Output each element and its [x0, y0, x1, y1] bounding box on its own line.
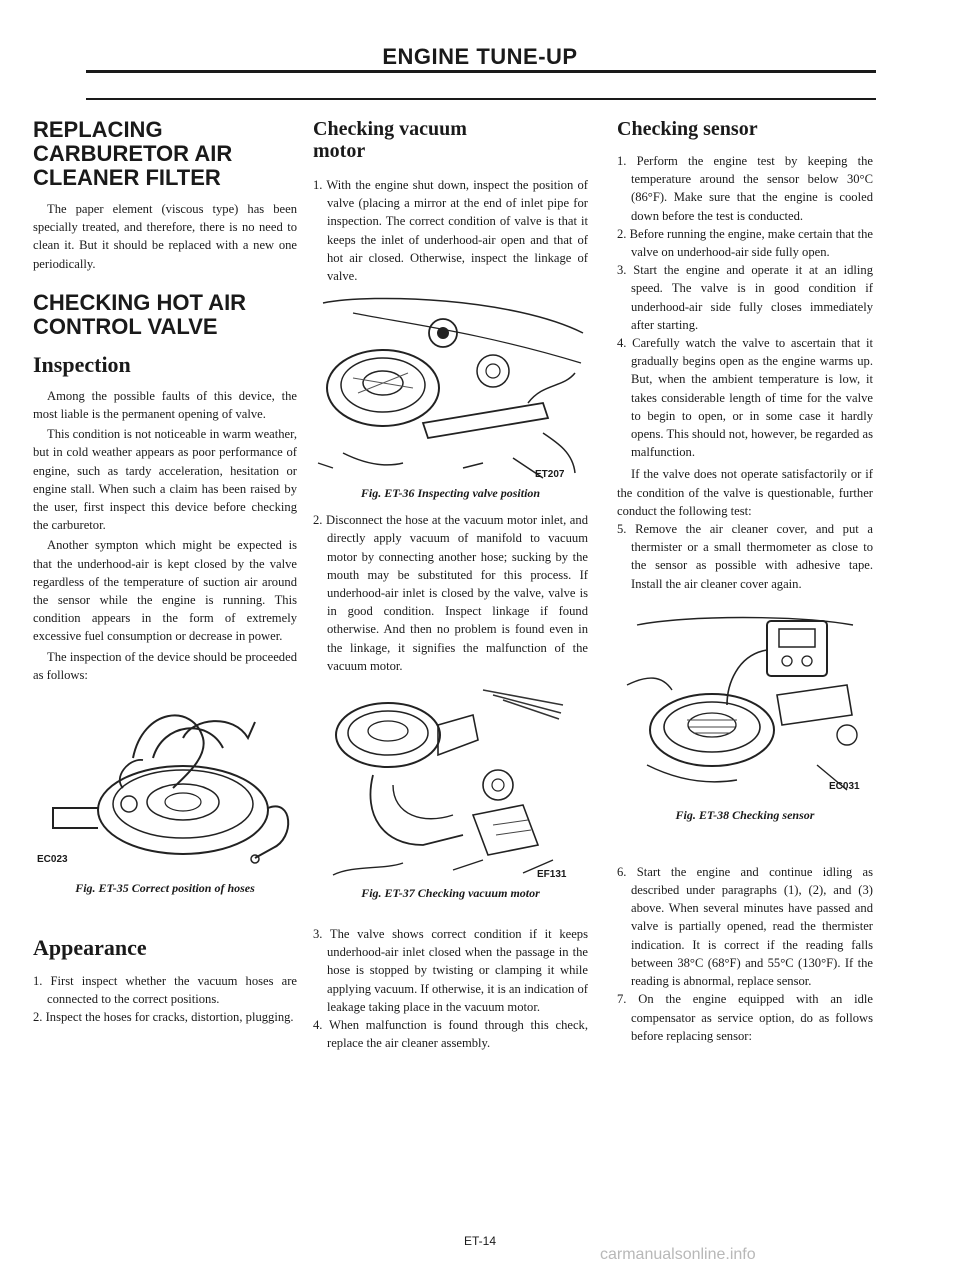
- caption-et38: Fig. ET-38 Checking sensor: [675, 807, 815, 822]
- paragraph-inspection-4: The inspection of the device should be proceeded as follows:: [33, 649, 297, 682]
- paragraph-if-valve: If the valve does not operate satisfactorily or if the condition of the valve is questionable, further conduct the following test:: [617, 467, 873, 518]
- sensor-step-3: 3. Start the engine and operate it at an idling speed. The valve is in good condition if underhood-air side fully closes immediately after starting.: [617, 263, 873, 332]
- figure-code-et207: ET207: [535, 469, 565, 481]
- paragraph-replacing-filter: The paper element (viscous type) has been specially treated, and therefore, there is no need to clean it. But it should be replaced with a new one periodically.: [33, 202, 297, 271]
- figure-et38: [617, 615, 873, 793]
- column-left: [33, 112, 297, 1027]
- caption-et35: Fig. ET-35 Correct position of hoses: [75, 881, 255, 896]
- site-watermark: carmanualsonline.info: [600, 1246, 756, 1263]
- paragraph-inspection-1: Among the possible faults of this device, the most liable is the permanent opening of valve.: [33, 388, 297, 422]
- heading-checking-sensor: Checking sensor: [617, 118, 758, 140]
- heading-checking-vacuum-motor: Checking vacuum motor: [313, 118, 467, 162]
- paragraph-inspection-3: Another sympton which might be expected is that the underhood-air is kept closed by the valve regardless of the temperature of suction air around the sensor while the engine is running. This condition appears in the form of extremely excessive fuel consumption or decrease in power.: [33, 538, 297, 644]
- valve-position-illustration: [313, 293, 588, 483]
- heading-checking-hot-air: CHECKING HOT AIR CONTROL VALVE: [33, 289, 247, 339]
- figure-code-ec023: EC023: [37, 854, 68, 866]
- vacuum-step-1: 1. With the engine shut down, inspect the position of valve (placing a mirror at the end of inlet pipe for inspection. The correct condition of valve is that it keeps the inlet of underhood-air open and that of hot air closed. Otherwise, inspect the linkage of valve.: [313, 178, 588, 284]
- header-top-rule: [86, 70, 876, 73]
- sensor-step-5: 5. Remove the air cleaner cover, and put a thermister or a small thermometer as close to the sensor as possible with adhesive tape. Install the air cleaner cover again.: [617, 522, 873, 591]
- paragraph-inspection-2: This condition is not noticeable in warm weather, but in cold weather appears as poor performance of engine, such as tardy acceleration, hesitation or engine stall. When such a claim has been raised by the user, first inspect this device before checking the carburetor.: [33, 427, 297, 533]
- heading-inspection: Inspection: [33, 351, 131, 377]
- caption-et37: Fig. ET-37 Checking vacuum motor: [361, 886, 540, 901]
- vacuum-step-2: 2. Disconnect the hose at the vacuum motor inlet, and directly apply vacuum of manifold to vacuum motor by connecting another hose; sucking by the mouth may be substituted for this process. If underhood-air inlet is closed by the valve, valve is in good condition. Inspect linkage if found otherwise. And then no problem is found even in the linkage, it signifies the malfunction of the vacuum motor.: [313, 513, 588, 673]
- vacuum-step-4: 4. When malfunction is found through this check, replace the air cleaner assembly.: [313, 1018, 588, 1051]
- header-bottom-rule: [86, 98, 876, 100]
- figure-code-ec031: EC031: [829, 780, 860, 792]
- sensor-thermometer-illustration: [617, 615, 873, 793]
- sensor-step-7: 7. On the engine equipped with an idle compensator as service option, do as follows before replacing sensor:: [617, 992, 873, 1043]
- column-right: [617, 112, 873, 1045]
- sensor-step-1: 1. Perform the engine test by keeping the temperature around the sensor below 30°C (86°F). Make sure that the engine is cooled down before the test is conducted.: [617, 154, 873, 223]
- heading-appearance: Appearance: [33, 935, 147, 961]
- vacuum-step-3: 3. The valve shows correct condition if it keeps underhood-air inlet closed when the passage in the hose is stopped by twisting or clamping it while applying vacuum. If otherwise, it is an indication of leakage taking place in the vacuum motor.: [313, 927, 588, 1014]
- vacuum-motor-illustration: [313, 685, 588, 885]
- caption-et36: Fig. ET-36 Inspecting valve position: [360, 486, 541, 501]
- page-header-title: ENGINE TUNE-UP: [382, 44, 578, 69]
- heading-replacing-filter: REPLACING CARBURETOR AIR CLEANER FILTER: [33, 117, 233, 190]
- figure-et35: [33, 698, 297, 870]
- column-middle: [313, 112, 588, 1052]
- sensor-step-6: 6. Start the engine and continue idling as described under paragraphs (1), (2), and (3) above. When several minutes have passed and valve is partially opened, read the thermister indication. It is correct if the reading falls between 38°C (68°F) and 55°C (130°F). If the reading is abnormal, replace sensor.: [617, 864, 873, 989]
- figure-et37: [313, 685, 588, 885]
- sensor-step-4: 4. Carefully watch the valve to ascertain that it gradually begins open as the engine warms up. But, when the ambient temperature is low, it takes considerable length of time for the valve to begin to open, or in some case it hardly opens. This should not, however, be regarded as malfunction.: [617, 336, 873, 460]
- appearance-step-1: 1. First inspect whether the vacuum hoses are connected to the correct positions.: [33, 974, 297, 1007]
- air-cleaner-hoses-illustration: [33, 698, 297, 870]
- sensor-step-2: 2. Before running the engine, make certain that the valve on underhood-air side fully open.: [617, 226, 873, 260]
- page-number: ET-14: [463, 1234, 496, 1248]
- appearance-step-2: 2. Inspect the hoses for cracks, distortion, plugging.: [33, 1010, 294, 1025]
- figure-code-ef131: EF131: [537, 869, 567, 881]
- figure-et36: [313, 293, 588, 483]
